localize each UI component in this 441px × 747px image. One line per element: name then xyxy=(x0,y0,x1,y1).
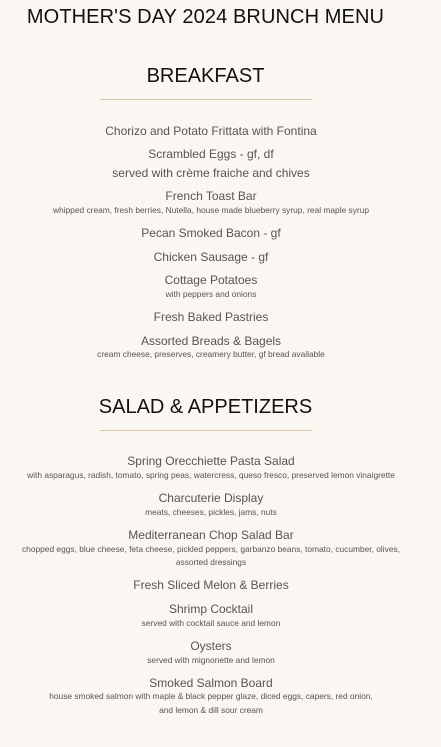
menu-item-name: Mediterranean Chop Salad Bar xyxy=(128,528,294,542)
section-divider xyxy=(100,430,312,431)
menu-item-desc: and lemon & dill sour cream xyxy=(159,705,263,715)
menu-item-desc: with asparagus, radish, tomato, spring peas, watercress, queso fresco, preserved lemon vinaigrette xyxy=(27,470,395,480)
menu-item-name: Spring Orecchiette Pasta Salad xyxy=(127,454,295,468)
menu-item-name: French Toast Bar xyxy=(165,189,257,203)
menu-item-desc: cream cheese, preserves, creamery butter, gf bread available xyxy=(97,349,325,359)
menu-item-name: Chicken Sausage - gf xyxy=(153,250,269,264)
menu-item-name: Chorizo and Potato Frittata with Fontina xyxy=(105,124,317,138)
menu-item-name: Scrambled Eggs - gf, df xyxy=(148,147,274,161)
menu-item-desc: house smoked salmon with maple & black pepper glaze, diced eggs, capers, red onion, xyxy=(49,691,373,701)
menu-item-desc: whipped cream, fresh berries, Nutella, house made blueberry syrup, real maple syrup xyxy=(52,205,370,215)
menu-item-name: Charcuterie Display xyxy=(158,491,264,505)
menu-item-name: Assorted Breads & Bagels xyxy=(140,334,282,348)
menu-item-desc: with peppers and onions xyxy=(165,289,257,299)
section-divider xyxy=(100,99,312,100)
section-heading-breakfast: BREAKFAST xyxy=(146,65,265,87)
menu-item-name: Shrimp Cocktail xyxy=(168,602,254,616)
menu-item-name: Fresh Sliced Melon & Berries xyxy=(133,578,289,592)
menu-item-desc: served with cocktail sauce and lemon xyxy=(141,618,281,628)
menu-item-name: Oysters xyxy=(190,639,232,653)
menu-item-desc: chopped eggs, blue cheese, feta cheese, pickled peppers, garbanzo beans, tomato, cucumber, olives, xyxy=(21,544,401,554)
menu-item-desc: assorted dressings xyxy=(175,557,247,567)
menu-item-desc: served with crème fraiche and chives xyxy=(112,166,310,180)
page-title: MOTHER'S DAY 2024 BRUNCH MENU xyxy=(26,6,385,28)
menu-item-name: Cottage Potatoes xyxy=(164,273,258,287)
menu-item-desc: meats, cheeses, pickles, jams, nuts xyxy=(145,507,277,517)
section-heading-salads: SALAD & APPETIZERS xyxy=(98,396,313,418)
menu-item-desc: served with mignonette and lemon xyxy=(147,655,275,665)
menu-item-name: Smoked Salmon Board xyxy=(149,676,273,690)
menu-item-name: Pecan Smoked Bacon - gf xyxy=(141,226,281,240)
menu-item-name: Fresh Baked Pastries xyxy=(153,310,269,324)
